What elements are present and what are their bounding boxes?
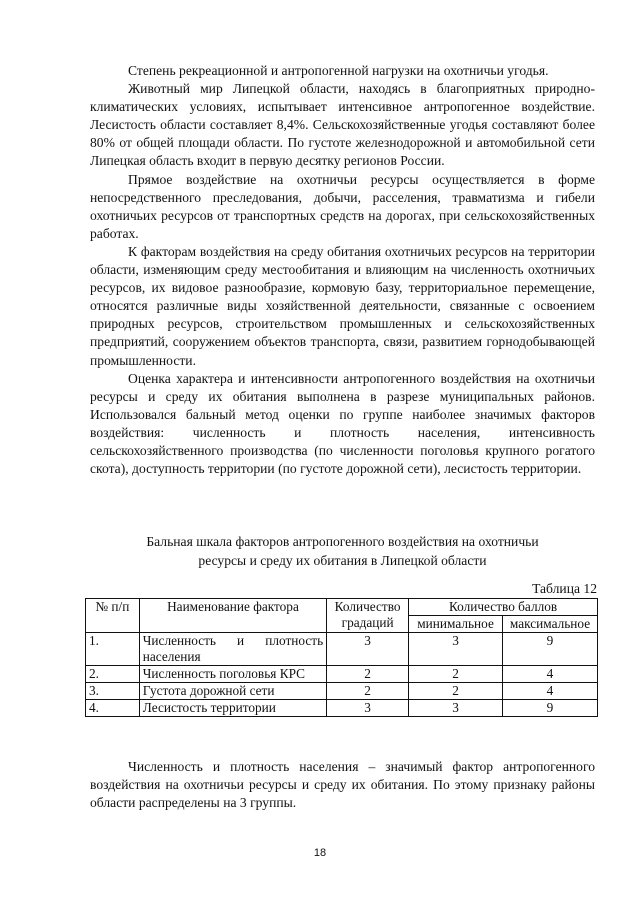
cell-gradations: 2 (327, 666, 409, 683)
table-number-label: Таблица 12 (532, 581, 597, 596)
header-gradations-line: Количество (334, 599, 401, 614)
factors-table (85, 598, 598, 717)
cell-min: 3 (409, 633, 503, 666)
cell-gradations: 3 (327, 700, 409, 717)
header-num: № п/п (86, 599, 140, 633)
cell-gradations: 3 (327, 633, 409, 666)
body-text-bottom (90, 758, 595, 812)
table-title (90, 533, 595, 570)
cell-min: 3 (409, 700, 503, 717)
table-row (86, 633, 598, 666)
header-gradations (327, 599, 409, 633)
cell-gradations: 2 (327, 683, 409, 700)
cell-max: 9 (503, 633, 598, 666)
cell-num: 2. (86, 666, 140, 683)
cell-max: 4 (503, 683, 598, 700)
paragraph: Животный мир Липецкой области, находясь в благоприятных природно-климатических условиях, испытывает интенсивное антропогенное воздействие. Лесистость области составляет 8,4%. Сельскохозяйственные угодья составляют более 80% от общей площади области. По густоте железнодорожной и автомобильной сети Липецкая область входит в первую десятку регионов России. (90, 81, 595, 169)
header-scores: Количество баллов (409, 599, 598, 616)
paragraph: Степень рекреационной и антропогенной нагрузки на охотничьи угодья. (128, 63, 549, 78)
paragraph: К факторам воздействия на среду обитания охотничьих ресурсов на территории области, изменяющим среду местообитания и влияющим на численность охотничьих ресурсов, их видовое разнообразие, кормовую базу, территориальное перемещение, относятся различные виды хозяйственной деятельности, связанные с освоением природных ресурсов, строительством промышленных и сельскохозяйственных предприятий, сооружением объектов транспорта, связи, развитием горнодобывающей промышленности. (90, 243, 595, 368)
paragraph: Прямое воздействие на охотничьи ресурсы осуществляется в форме непосредственного преследования, добычи, расселения, травматизма и гибели охотничьих ресурсов от транспортных средств на дорогах, при сельскохозяйственных работах. (90, 171, 595, 241)
cell-factor-name: Численность и плотность населения (139, 633, 326, 666)
header-max: максимальное (503, 616, 598, 633)
page-number: 18 (313, 847, 327, 859)
table-row (86, 683, 598, 700)
cell-min: 2 (409, 683, 503, 700)
table-row (86, 700, 598, 717)
cell-num: 1. (86, 633, 140, 666)
cell-factor-name: Лесистость территории (139, 700, 326, 717)
table-header-row (86, 599, 598, 616)
table-row (86, 666, 598, 683)
header-factor-name: Наименование фактора (139, 599, 326, 633)
body-text-top (90, 62, 595, 478)
header-gradations-line: градаций (341, 615, 394, 630)
paragraph: Численность и плотность населения – значимый фактор антропогенного воздействия на охотничьи ресурсы и среду их обитания. По этому признаку районы области распределены на 3 группы. (90, 759, 595, 811)
header-min: минимальное (409, 616, 503, 633)
cell-factor-name: Численность поголовья КРС (139, 666, 326, 683)
cell-num: 4. (86, 700, 140, 717)
cell-max: 4 (503, 666, 598, 683)
cell-min: 2 (409, 666, 503, 683)
table-title-line: Бальная шкала факторов антропогенного воздействия на охотничьи (146, 534, 539, 549)
table-title-line: ресурсы и среду их обитания в Липецкой области (198, 552, 487, 568)
cell-num: 3. (86, 683, 140, 700)
cell-max: 9 (503, 700, 598, 717)
cell-factor-name: Густота дорожной сети (139, 683, 326, 700)
paragraph: Оценка характера и интенсивности антропогенного воздействия на охотничьи ресурсы и среду их обитания выполнена в разрезе муниципальных районов. Использовался бальный метод оценки по группе наиболее значимых факторов воздействия: численность и плотность населения, интенсивность сельскохозяйственного производства (по численности поголовья крупного рогатого скота), доступность территории (по густоте дорожной сети), лесистость территории. (90, 370, 595, 477)
